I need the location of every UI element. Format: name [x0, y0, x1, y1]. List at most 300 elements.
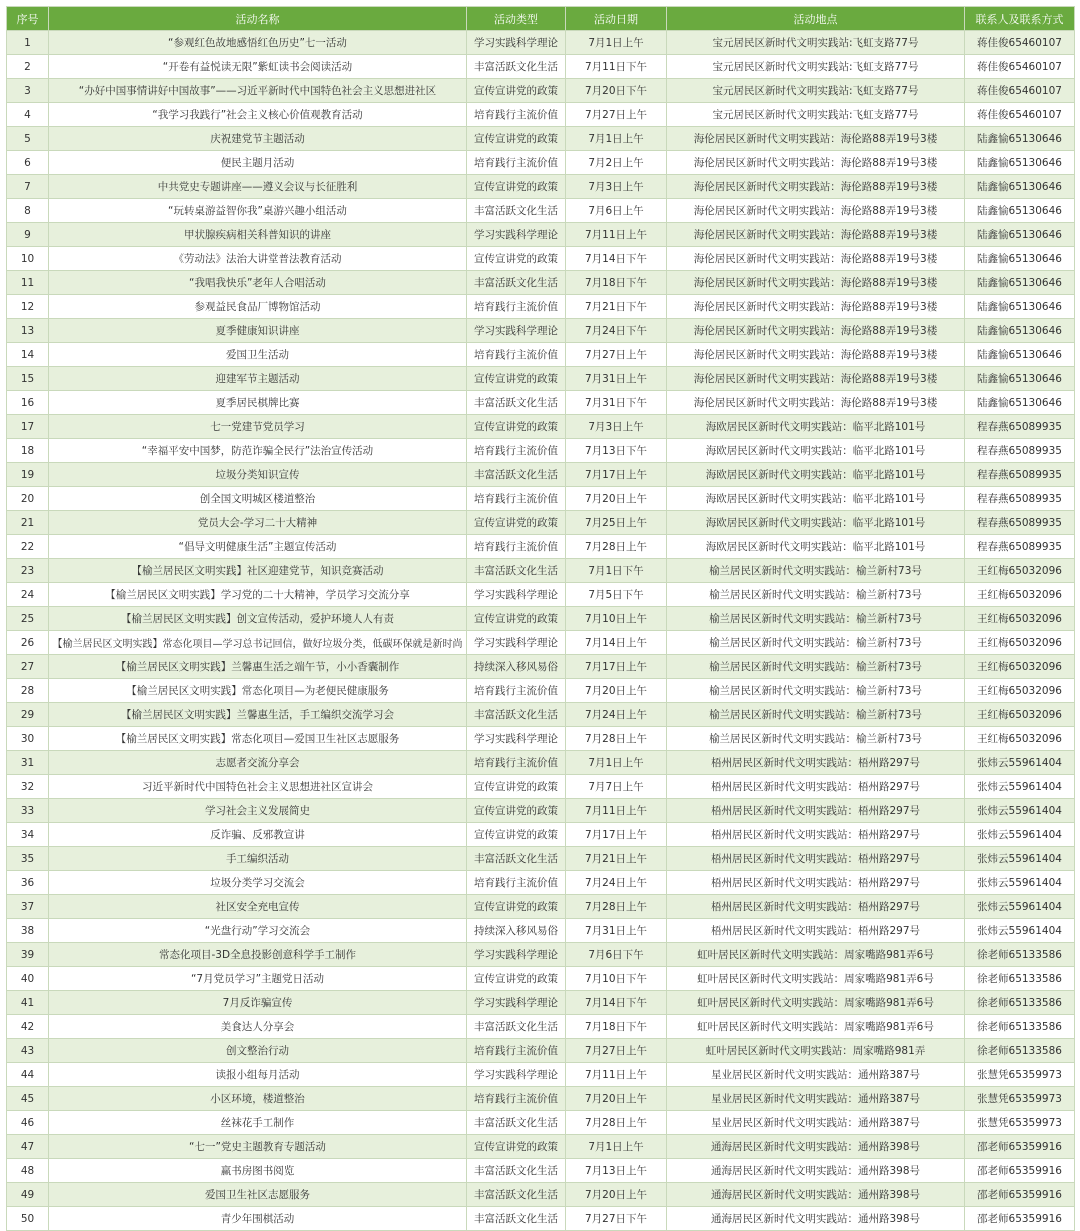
- cell-activity-type: 宣传宣讲党的政策: [467, 823, 566, 847]
- cell-contact: 张炜云55961404: [965, 895, 1075, 919]
- cell-activity-type: 宣传宣讲党的政策: [467, 607, 566, 631]
- table-row: [7, 247, 1075, 271]
- cell-contact: 陆鑫愉65130646: [965, 367, 1075, 391]
- table-row: [7, 535, 1075, 559]
- cell-activity-date: 7月3日上午: [566, 415, 667, 439]
- table-row: [7, 1207, 1075, 1231]
- cell-index: 30: [7, 727, 49, 751]
- cell-activity-location: 星业居民区新时代文明实践站：通州路387号: [667, 1063, 965, 1087]
- cell-index: 12: [7, 295, 49, 319]
- cell-activity-location: 宝元居民区新时代文明实践站:飞虹支路77号: [667, 103, 965, 127]
- cell-activity-location: 梧州居民区新时代文明实践站：梧州路297号: [667, 799, 965, 823]
- cell-activity-location: 海伦居民区新时代文明实践站：海伦路88弄19号3楼: [667, 271, 965, 295]
- cell-activity-date: 7月20日上午: [566, 679, 667, 703]
- cell-contact: 张炜云55961404: [965, 751, 1075, 775]
- cell-activity-type: 宣传宣讲党的政策: [467, 415, 566, 439]
- table-row: [7, 511, 1075, 535]
- table-row: [7, 847, 1075, 871]
- cell-activity-type: 丰富活跃文化生活: [467, 847, 566, 871]
- cell-activity-date: 7月13日上午: [566, 1159, 667, 1183]
- cell-index: 2: [7, 55, 49, 79]
- table-row: [7, 1015, 1075, 1039]
- cell-activity-name: “我学习我践行”社会主义核心价值观教育活动: [49, 103, 467, 127]
- table-row: [7, 679, 1075, 703]
- cell-activity-date: 7月20日上午: [566, 487, 667, 511]
- cell-activity-name: 便民主题月活动: [49, 151, 467, 175]
- cell-index: 33: [7, 799, 49, 823]
- cell-activity-date: 7月18日下午: [566, 271, 667, 295]
- cell-activity-location: 虹叶居民区新时代文明实践站：周家嘴路981弄6号: [667, 1015, 965, 1039]
- cell-activity-location: 榆兰居民区新时代文明实践站：榆兰新村73号: [667, 703, 965, 727]
- cell-activity-type: 宣传宣讲党的政策: [467, 247, 566, 271]
- table-row: [7, 655, 1075, 679]
- cell-index: 19: [7, 463, 49, 487]
- cell-activity-type: 学习实践科学理论: [467, 943, 566, 967]
- cell-activity-date: 7月1日上午: [566, 1135, 667, 1159]
- cell-contact: 张炜云55961404: [965, 775, 1075, 799]
- cell-contact: 王红梅65032096: [965, 655, 1075, 679]
- cell-activity-date: 7月14日下午: [566, 991, 667, 1015]
- cell-activity-location: 海欧居民区新时代文明实践站：临平北路101号: [667, 463, 965, 487]
- table-body: [7, 31, 1075, 1231]
- cell-activity-type: 培育践行主流价值: [467, 871, 566, 895]
- cell-index: 36: [7, 871, 49, 895]
- table-row: [7, 367, 1075, 391]
- header-index: 序号: [7, 7, 49, 31]
- cell-activity-date: 7月21日上午: [566, 847, 667, 871]
- cell-activity-type: 培育践行主流价值: [467, 151, 566, 175]
- cell-contact: 陆鑫愉65130646: [965, 271, 1075, 295]
- table-row: [7, 751, 1075, 775]
- cell-activity-date: 7月11日下午: [566, 55, 667, 79]
- header-activity-type: 活动类型: [467, 7, 566, 31]
- cell-index: 7: [7, 175, 49, 199]
- cell-activity-type: 培育践行主流价值: [467, 343, 566, 367]
- table-row: [7, 967, 1075, 991]
- table-row: [7, 223, 1075, 247]
- cell-activity-date: 7月5日下午: [566, 583, 667, 607]
- cell-activity-name: 学习社会主义发展简史: [49, 799, 467, 823]
- cell-activity-location: 通海居民区新时代文明实践站：通州路398号: [667, 1183, 965, 1207]
- cell-activity-date: 7月7日上午: [566, 775, 667, 799]
- cell-activity-location: 虹叶居民区新时代文明实践站：周家嘴路981弄6号: [667, 967, 965, 991]
- cell-activity-location: 海欧居民区新时代文明实践站：临平北路101号: [667, 415, 965, 439]
- cell-activity-location: 海伦居民区新时代文明实践站：海伦路88弄19号3楼: [667, 367, 965, 391]
- cell-activity-date: 7月27日下午: [566, 1207, 667, 1231]
- cell-index: 27: [7, 655, 49, 679]
- cell-index: 43: [7, 1039, 49, 1063]
- cell-activity-name: 7月反诈骗宣传: [49, 991, 467, 1015]
- cell-activity-date: 7月28日上午: [566, 727, 667, 751]
- cell-activity-date: 7月20日上午: [566, 1087, 667, 1111]
- cell-activity-name: 参观益民食品厂博物馆活动: [49, 295, 467, 319]
- cell-activity-date: 7月24日下午: [566, 319, 667, 343]
- cell-activity-location: 海伦居民区新时代文明实践站：海伦路88弄19号3楼: [667, 391, 965, 415]
- cell-activity-location: 榆兰居民区新时代文明实践站：榆兰新村73号: [667, 679, 965, 703]
- cell-activity-type: 宣传宣讲党的政策: [467, 799, 566, 823]
- cell-activity-date: 7月3日上午: [566, 175, 667, 199]
- cell-activity-date: 7月11日上午: [566, 223, 667, 247]
- cell-activity-type: 丰富活跃文化生活: [467, 1183, 566, 1207]
- cell-contact: 程春燕65089935: [965, 463, 1075, 487]
- cell-index: 16: [7, 391, 49, 415]
- cell-index: 37: [7, 895, 49, 919]
- cell-activity-type: 学习实践科学理论: [467, 31, 566, 55]
- cell-activity-name: 读报小组每月活动: [49, 1063, 467, 1087]
- cell-contact: 张慧凭65359973: [965, 1087, 1075, 1111]
- cell-index: 50: [7, 1207, 49, 1231]
- cell-activity-date: 7月17日上午: [566, 823, 667, 847]
- cell-activity-name: 【榆兰居民区文明实践】学习党的二十大精神，学员学习交流分享: [49, 583, 467, 607]
- cell-activity-location: 海欧居民区新时代文明实践站：临平北路101号: [667, 535, 965, 559]
- cell-index: 6: [7, 151, 49, 175]
- cell-activity-location: 虹叶居民区新时代文明实践站：周家嘴路981弄6号: [667, 991, 965, 1015]
- cell-activity-location: 海伦居民区新时代文明实践站：海伦路88弄19号3楼: [667, 295, 965, 319]
- cell-activity-name: 手工编织活动: [49, 847, 467, 871]
- table-row: [7, 991, 1075, 1015]
- cell-index: 11: [7, 271, 49, 295]
- cell-contact: 王红梅65032096: [965, 703, 1075, 727]
- cell-activity-location: 榆兰居民区新时代文明实践站：榆兰新村73号: [667, 559, 965, 583]
- cell-activity-location: 梧州居民区新时代文明实践站：梧州路297号: [667, 823, 965, 847]
- cell-contact: 蒋佳俊65460107: [965, 55, 1075, 79]
- cell-activity-type: 宣传宣讲党的政策: [467, 367, 566, 391]
- cell-activity-type: 丰富活跃文化生活: [467, 271, 566, 295]
- cell-activity-location: 榆兰居民区新时代文明实践站：榆兰新村73号: [667, 727, 965, 751]
- header-activity-name: 活动名称: [49, 7, 467, 31]
- cell-activity-type: 培育践行主流价值: [467, 487, 566, 511]
- cell-contact: 张炜云55961404: [965, 799, 1075, 823]
- cell-index: 26: [7, 631, 49, 655]
- cell-activity-location: 海欧居民区新时代文明实践站：临平北路101号: [667, 487, 965, 511]
- cell-activity-date: 7月6日下午: [566, 943, 667, 967]
- cell-activity-location: 海伦居民区新时代文明实践站：海伦路88弄19号3楼: [667, 151, 965, 175]
- cell-contact: 陆鑫愉65130646: [965, 247, 1075, 271]
- cell-contact: 蒋佳俊65460107: [965, 79, 1075, 103]
- table-row: [7, 103, 1075, 127]
- cell-activity-name: 社区安全充电宣传: [49, 895, 467, 919]
- cell-activity-location: 榆兰居民区新时代文明实践站：榆兰新村73号: [667, 631, 965, 655]
- cell-activity-location: 梧州居民区新时代文明实践站：梧州路297号: [667, 895, 965, 919]
- cell-activity-location: 通海居民区新时代文明实践站：通州路398号: [667, 1135, 965, 1159]
- table-row: [7, 55, 1075, 79]
- cell-activity-name: “倡导文明健康生活”主题宣传活动: [49, 535, 467, 559]
- table-row: [7, 127, 1075, 151]
- cell-activity-location: 海伦居民区新时代文明实践站：海伦路88弄19号3楼: [667, 175, 965, 199]
- cell-index: 41: [7, 991, 49, 1015]
- cell-activity-type: 丰富活跃文化生活: [467, 391, 566, 415]
- cell-activity-date: 7月6日上午: [566, 199, 667, 223]
- cell-activity-location: 海伦居民区新时代文明实践站：海伦路88弄19号3楼: [667, 319, 965, 343]
- cell-activity-date: 7月13日下午: [566, 439, 667, 463]
- cell-activity-location: 宝元居民区新时代文明实践站:飞虹支路77号: [667, 31, 965, 55]
- cell-index: 34: [7, 823, 49, 847]
- cell-contact: 张慧凭65359973: [965, 1111, 1075, 1135]
- header-activity-location: 活动地点: [667, 7, 965, 31]
- cell-activity-name: 中共党史专题讲座——遵义会议与长征胜利: [49, 175, 467, 199]
- cell-index: 32: [7, 775, 49, 799]
- header-activity-date: 活动日期: [566, 7, 667, 31]
- cell-activity-name: 夏季健康知识讲座: [49, 319, 467, 343]
- table-row: [7, 799, 1075, 823]
- cell-activity-type: 培育践行主流价值: [467, 295, 566, 319]
- cell-contact: 张炜云55961404: [965, 823, 1075, 847]
- cell-activity-name: 【榆兰居民区文明实践】创文宣传活动，爱护环境人人有责: [49, 607, 467, 631]
- cell-index: 35: [7, 847, 49, 871]
- cell-activity-name: 夏季居民棋牌比赛: [49, 391, 467, 415]
- cell-index: 3: [7, 79, 49, 103]
- cell-contact: 徐老师65133586: [965, 943, 1075, 967]
- table-row: [7, 199, 1075, 223]
- cell-activity-name: 庆祝建党节主题活动: [49, 127, 467, 151]
- table-row: [7, 343, 1075, 367]
- cell-activity-name: 党员大会-学习二十大精神: [49, 511, 467, 535]
- cell-activity-type: 丰富活跃文化生活: [467, 463, 566, 487]
- table-row: [7, 1039, 1075, 1063]
- cell-activity-type: 学习实践科学理论: [467, 223, 566, 247]
- cell-activity-type: 丰富活跃文化生活: [467, 1111, 566, 1135]
- cell-activity-type: 宣传宣讲党的政策: [467, 775, 566, 799]
- cell-activity-date: 7月21日下午: [566, 295, 667, 319]
- cell-activity-date: 7月27日上午: [566, 1039, 667, 1063]
- cell-activity-location: 星业居民区新时代文明实践站：通州路387号: [667, 1111, 965, 1135]
- cell-index: 22: [7, 535, 49, 559]
- cell-activity-name: 习近平新时代中国特色社会主义思想进社区宣讲会: [49, 775, 467, 799]
- table-row: [7, 823, 1075, 847]
- cell-activity-type: 持续深入移风易俗: [467, 919, 566, 943]
- cell-activity-name: “幸福平安中国梦，防范诈骗全民行”法治宣传活动: [49, 439, 467, 463]
- cell-activity-type: 丰富活跃文化生活: [467, 1207, 566, 1231]
- cell-contact: 王红梅65032096: [965, 679, 1075, 703]
- table-row: [7, 439, 1075, 463]
- cell-activity-type: 丰富活跃文化生活: [467, 55, 566, 79]
- cell-activity-type: 宣传宣讲党的政策: [467, 175, 566, 199]
- cell-activity-location: 海伦居民区新时代文明实践站：海伦路88弄19号3楼: [667, 343, 965, 367]
- cell-contact: 程春燕65089935: [965, 511, 1075, 535]
- cell-activity-type: 丰富活跃文化生活: [467, 1015, 566, 1039]
- cell-index: 8: [7, 199, 49, 223]
- cell-index: 29: [7, 703, 49, 727]
- cell-activity-type: 学习实践科学理论: [467, 1063, 566, 1087]
- cell-index: 13: [7, 319, 49, 343]
- cell-index: 42: [7, 1015, 49, 1039]
- table-row: [7, 271, 1075, 295]
- cell-activity-date: 7月11日上午: [566, 799, 667, 823]
- cell-contact: 王红梅65032096: [965, 727, 1075, 751]
- cell-activity-location: 星业居民区新时代文明实践站：通州路387号: [667, 1087, 965, 1111]
- table-row: [7, 415, 1075, 439]
- cell-index: 10: [7, 247, 49, 271]
- cell-index: 18: [7, 439, 49, 463]
- cell-activity-type: 宣传宣讲党的政策: [467, 127, 566, 151]
- cell-activity-date: 7月10日下午: [566, 967, 667, 991]
- cell-contact: 邵老师65359916: [965, 1207, 1075, 1231]
- cell-activity-date: 7月20日下午: [566, 79, 667, 103]
- table-row: [7, 1063, 1075, 1087]
- cell-contact: 陆鑫愉65130646: [965, 175, 1075, 199]
- cell-contact: 邵老师65359916: [965, 1183, 1075, 1207]
- cell-contact: 陆鑫愉65130646: [965, 223, 1075, 247]
- cell-index: 25: [7, 607, 49, 631]
- cell-activity-type: 学习实践科学理论: [467, 631, 566, 655]
- cell-index: 47: [7, 1135, 49, 1159]
- cell-index: 40: [7, 967, 49, 991]
- cell-activity-date: 7月14日下午: [566, 247, 667, 271]
- cell-activity-date: 7月1日上午: [566, 31, 667, 55]
- cell-activity-location: 通海居民区新时代文明实践站：通州路398号: [667, 1207, 965, 1231]
- cell-activity-location: 虹叶居民区新时代文明实践站：周家嘴路981弄6号: [667, 943, 965, 967]
- cell-activity-name: “玩转桌游益智你我”桌游兴趣小组活动: [49, 199, 467, 223]
- cell-activity-name: “开卷有益悦读无限”紫虹读书会阅读活动: [49, 55, 467, 79]
- cell-contact: 程春燕65089935: [965, 487, 1075, 511]
- cell-index: 21: [7, 511, 49, 535]
- cell-activity-location: 梧州居民区新时代文明实践站：梧州路297号: [667, 847, 965, 871]
- cell-activity-name: 【榆兰居民区文明实践】社区迎建党节，知识竞赛活动: [49, 559, 467, 583]
- table-row: [7, 463, 1075, 487]
- cell-activity-name: 美食达人分享会: [49, 1015, 467, 1039]
- cell-index: 38: [7, 919, 49, 943]
- cell-activity-location: 梧州居民区新时代文明实践站：梧州路297号: [667, 871, 965, 895]
- cell-activity-name: 志愿者交流分享会: [49, 751, 467, 775]
- table-row: [7, 391, 1075, 415]
- cell-activity-name: 《劳动法》法治大讲堂普法教育活动: [49, 247, 467, 271]
- cell-index: 46: [7, 1111, 49, 1135]
- cell-contact: 王红梅65032096: [965, 559, 1075, 583]
- cell-activity-name: 【榆兰居民区文明实践】常态化项目—为老便民健康服务: [49, 679, 467, 703]
- cell-activity-type: 丰富活跃文化生活: [467, 703, 566, 727]
- cell-activity-location: 通海居民区新时代文明实践站：通州路398号: [667, 1159, 965, 1183]
- cell-contact: 陆鑫愉65130646: [965, 295, 1075, 319]
- cell-activity-location: 榆兰居民区新时代文明实践站：榆兰新村73号: [667, 607, 965, 631]
- cell-index: 31: [7, 751, 49, 775]
- cell-activity-date: 7月11日上午: [566, 1063, 667, 1087]
- cell-contact: 陆鑫愉65130646: [965, 127, 1075, 151]
- cell-index: 1: [7, 31, 49, 55]
- cell-activity-date: 7月1日上午: [566, 751, 667, 775]
- cell-index: 39: [7, 943, 49, 967]
- cell-activity-type: 学习实践科学理论: [467, 319, 566, 343]
- cell-activity-name: 丝袜花手工制作: [49, 1111, 467, 1135]
- cell-activity-type: 持续深入移风易俗: [467, 655, 566, 679]
- cell-contact: 徐老师65133586: [965, 1039, 1075, 1063]
- cell-activity-name: “办好中国事情讲好中国故事”——习近平新时代中国特色社会主义思想进社区: [49, 79, 467, 103]
- cell-activity-location: 海伦居民区新时代文明实践站：海伦路88弄19号3楼: [667, 223, 965, 247]
- table-row: [7, 487, 1075, 511]
- header-contact: 联系人及联系方式: [965, 7, 1075, 31]
- cell-activity-name: 爱国卫生活动: [49, 343, 467, 367]
- cell-activity-type: 丰富活跃文化生活: [467, 1159, 566, 1183]
- cell-activity-location: 海欧居民区新时代文明实践站：临平北路101号: [667, 439, 965, 463]
- cell-index: 17: [7, 415, 49, 439]
- cell-activity-date: 7月31日下午: [566, 391, 667, 415]
- table-row: [7, 871, 1075, 895]
- cell-activity-name: “七一”党史主题教育专题活动: [49, 1135, 467, 1159]
- cell-activity-type: 培育践行主流价值: [467, 439, 566, 463]
- cell-activity-location: 梧州居民区新时代文明实践站：梧州路297号: [667, 775, 965, 799]
- cell-activity-type: 丰富活跃文化生活: [467, 199, 566, 223]
- cell-activity-date: 7月10日上午: [566, 607, 667, 631]
- cell-activity-name: “7月党员学习”主题党日活动: [49, 967, 467, 991]
- cell-activity-date: 7月24日上午: [566, 703, 667, 727]
- activity-schedule: [6, 6, 1074, 1231]
- cell-activity-name: 七一党建节党员学习: [49, 415, 467, 439]
- cell-contact: 陆鑫愉65130646: [965, 391, 1075, 415]
- cell-index: 45: [7, 1087, 49, 1111]
- cell-contact: 邵老师65359916: [965, 1159, 1075, 1183]
- cell-contact: 蒋佳俊65460107: [965, 103, 1075, 127]
- cell-activity-type: 丰富活跃文化生活: [467, 559, 566, 583]
- table-row: [7, 703, 1075, 727]
- cell-index: 14: [7, 343, 49, 367]
- cell-contact: 陆鑫愉65130646: [965, 199, 1075, 223]
- cell-index: 48: [7, 1159, 49, 1183]
- table-row: [7, 151, 1075, 175]
- cell-activity-date: 7月25日上午: [566, 511, 667, 535]
- table-row: [7, 583, 1075, 607]
- cell-contact: 张慧凭65359973: [965, 1063, 1075, 1087]
- cell-activity-location: 海伦居民区新时代文明实践站：海伦路88弄19号3楼: [667, 127, 965, 151]
- cell-activity-name: “参观红色故地感悟红色历史”七一活动: [49, 31, 467, 55]
- cell-activity-type: 学习实践科学理论: [467, 991, 566, 1015]
- cell-index: 49: [7, 1183, 49, 1207]
- cell-activity-type: 培育践行主流价值: [467, 679, 566, 703]
- cell-contact: 陆鑫愉65130646: [965, 151, 1075, 175]
- table-row: [7, 1159, 1075, 1183]
- cell-activity-name: 小区环境，楼道整治: [49, 1087, 467, 1111]
- cell-activity-type: 宣传宣讲党的政策: [467, 895, 566, 919]
- cell-activity-date: 7月27日上午: [566, 103, 667, 127]
- cell-index: 24: [7, 583, 49, 607]
- cell-activity-location: 榆兰居民区新时代文明实践站：榆兰新村73号: [667, 583, 965, 607]
- cell-activity-date: 7月24日上午: [566, 871, 667, 895]
- cell-activity-name: 甲状腺疾病相关科普知识的讲座: [49, 223, 467, 247]
- cell-activity-date: 7月14日上午: [566, 631, 667, 655]
- table-row: [7, 1111, 1075, 1135]
- cell-activity-name: 迎建军节主题活动: [49, 367, 467, 391]
- cell-activity-date: 7月28日上午: [566, 535, 667, 559]
- table-row: [7, 319, 1075, 343]
- table-row: [7, 31, 1075, 55]
- cell-activity-name: 垃圾分类学习交流会: [49, 871, 467, 895]
- cell-index: 4: [7, 103, 49, 127]
- cell-contact: 蒋佳俊65460107: [965, 31, 1075, 55]
- cell-activity-name: “光盘行动”学习交流会: [49, 919, 467, 943]
- cell-activity-name: 垃圾分类知识宣传: [49, 463, 467, 487]
- cell-activity-type: 培育践行主流价值: [467, 751, 566, 775]
- table-row: [7, 895, 1075, 919]
- table-row: [7, 631, 1075, 655]
- cell-activity-date: 7月28日上午: [566, 1111, 667, 1135]
- table-row: [7, 559, 1075, 583]
- cell-contact: 王红梅65032096: [965, 607, 1075, 631]
- cell-activity-type: 学习实践科学理论: [467, 727, 566, 751]
- cell-activity-date: 7月27日上午: [566, 343, 667, 367]
- cell-contact: 张炜云55961404: [965, 871, 1075, 895]
- cell-activity-location: 榆兰居民区新时代文明实践站：榆兰新村73号: [667, 655, 965, 679]
- cell-contact: 程春燕65089935: [965, 439, 1075, 463]
- cell-contact: 徐老师65133586: [965, 991, 1075, 1015]
- cell-contact: 陆鑫愉65130646: [965, 343, 1075, 367]
- cell-activity-name: 【榆兰居民区文明实践】常态化项目—爱国卫生社区志愿服务: [49, 727, 467, 751]
- cell-activity-name: 创全国文明城区楼道整治: [49, 487, 467, 511]
- cell-activity-date: 7月2日上午: [566, 151, 667, 175]
- cell-activity-date: 7月31日上午: [566, 919, 667, 943]
- activity-table: [6, 6, 1075, 1231]
- cell-activity-type: 宣传宣讲党的政策: [467, 967, 566, 991]
- cell-index: 28: [7, 679, 49, 703]
- cell-activity-name: 常态化项目-3D全息投影创意科学手工制作: [49, 943, 467, 967]
- table-row: [7, 1135, 1075, 1159]
